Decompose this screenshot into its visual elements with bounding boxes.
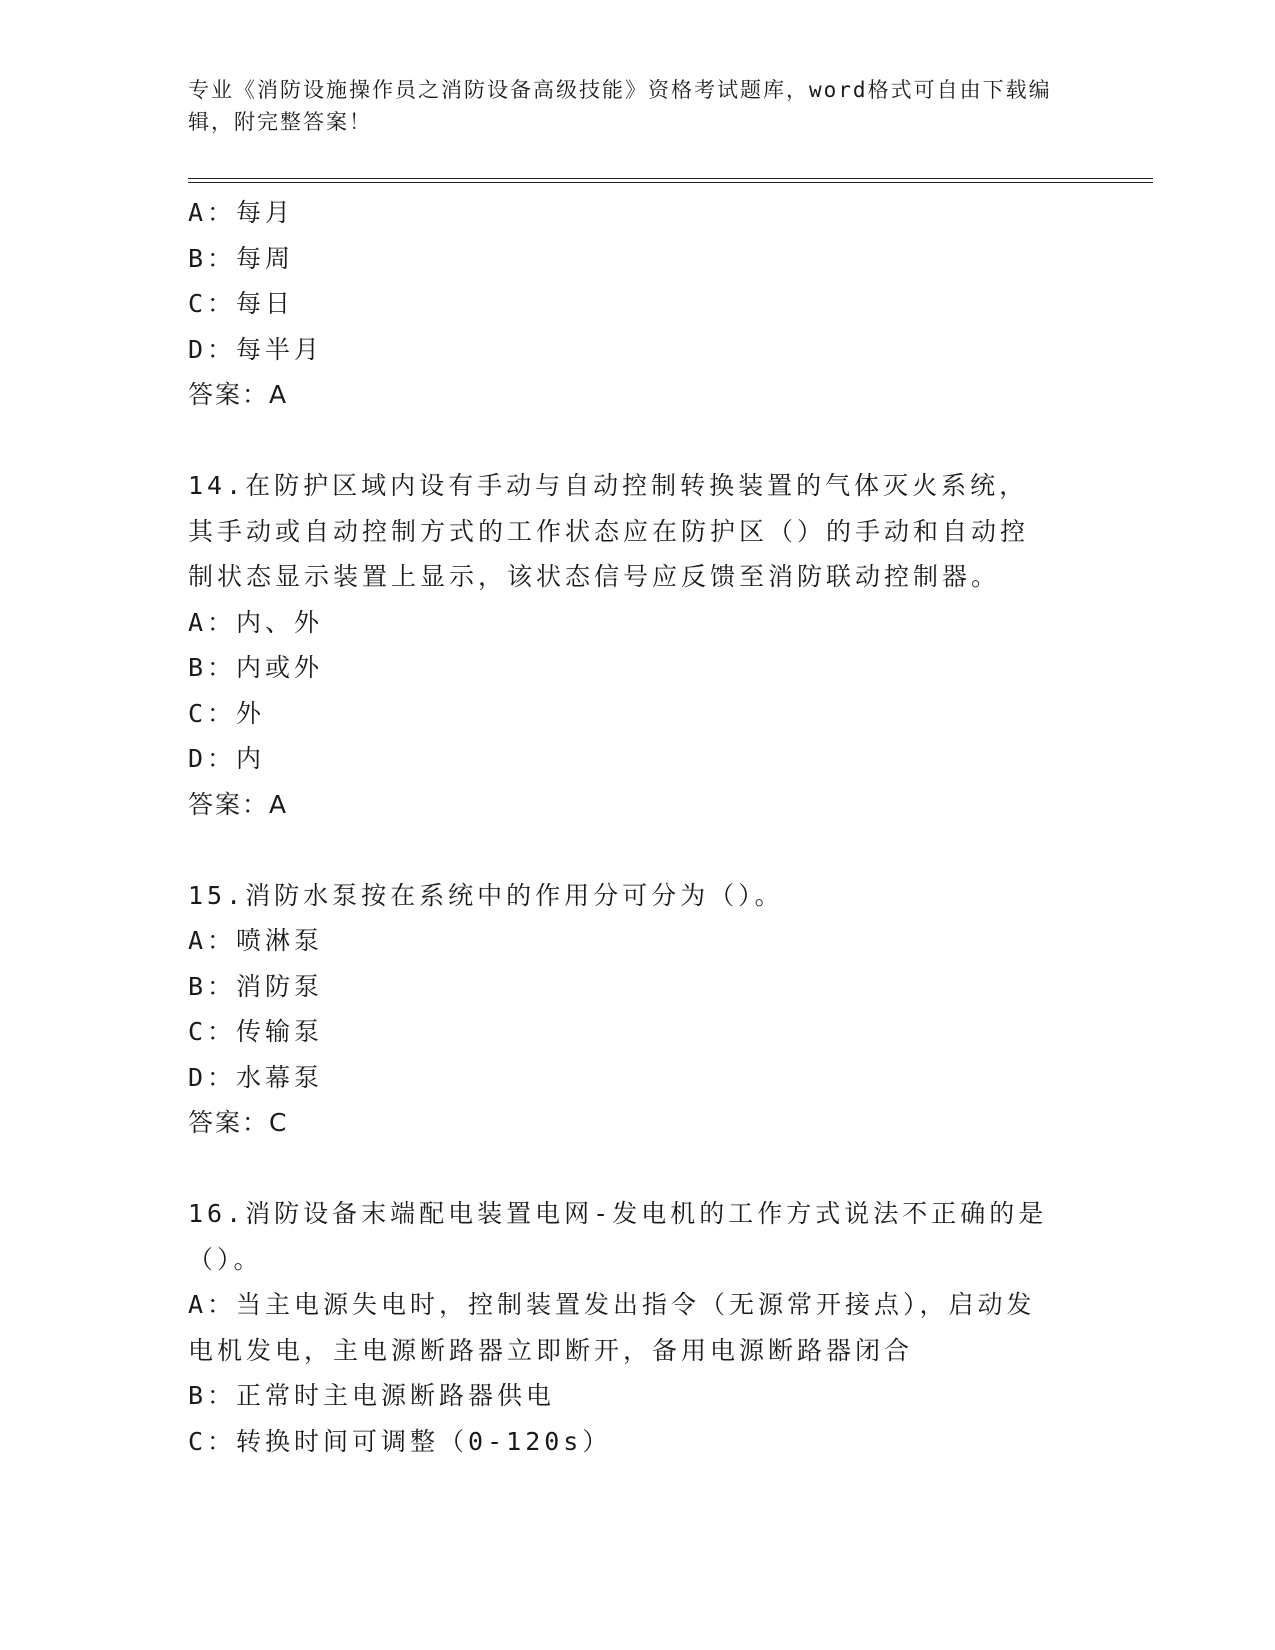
header-rule-top — [188, 178, 1153, 179]
question-text: 16.消防设备末端配电装置电网-发电机的工作方式说法不正确的是（）。 — [188, 1199, 1048, 1274]
document-header — [188, 74, 1068, 138]
question-16-block — [188, 1191, 1088, 1464]
option-d: D：内 — [188, 744, 266, 773]
spacer — [188, 418, 1088, 464]
answer-line: 答案：A — [188, 789, 289, 819]
option-c: C：传输泵 — [188, 1017, 324, 1046]
option-a: A：内、外 — [188, 607, 324, 637]
prev-question-block — [188, 190, 1088, 418]
question-text: 14.在防护区域内设有手动与自动控制转换装置的气体灭火系统，其手动或自动控制方式的工作状态应在防护区（）的手动和自动控制状态显示装置上显示，该状态信号应反馈至消防联动控制器。 — [188, 471, 1030, 591]
option-b: B：每周 — [188, 243, 295, 273]
spacer — [188, 1146, 1088, 1192]
option-a: A：当主电源失电时，控制装置发出指令（无源常开接点），启动发电机发电，主电源断路器立即断开，备用电源断路器闭合 — [188, 1290, 1036, 1365]
option-a: A：每月 — [188, 198, 295, 227]
header-rule-bottom — [188, 182, 1153, 183]
answer-line: 答案：C — [188, 1108, 289, 1137]
option-b: B：正常时主电源断路器供电 — [188, 1381, 556, 1410]
option-a: A：喷淋泵 — [188, 926, 324, 955]
spacer — [188, 827, 1088, 873]
option-d: D：每半月 — [188, 334, 324, 364]
option-c: C：外 — [188, 698, 266, 728]
answer-line: 答案：A — [188, 380, 289, 409]
question-14-block — [188, 463, 1088, 827]
option-c: C：每日 — [188, 289, 295, 318]
header-text: 专业《消防设施操作员之消防设备高级技能》资格考试题库，word格式可自由下载编辑，附完整答案！ — [188, 78, 1052, 134]
option-b: B：消防泵 — [188, 971, 324, 1001]
question-15-block — [188, 873, 1088, 1146]
question-text: 15.消防水泵按在系统中的作用分可分为（）。 — [188, 880, 784, 910]
question-content — [188, 190, 1088, 1464]
option-c: C：转换时间可调整（0-120s） — [188, 1426, 612, 1456]
option-d: D：水幕泵 — [188, 1062, 324, 1092]
option-b: B：内或外 — [188, 653, 324, 682]
